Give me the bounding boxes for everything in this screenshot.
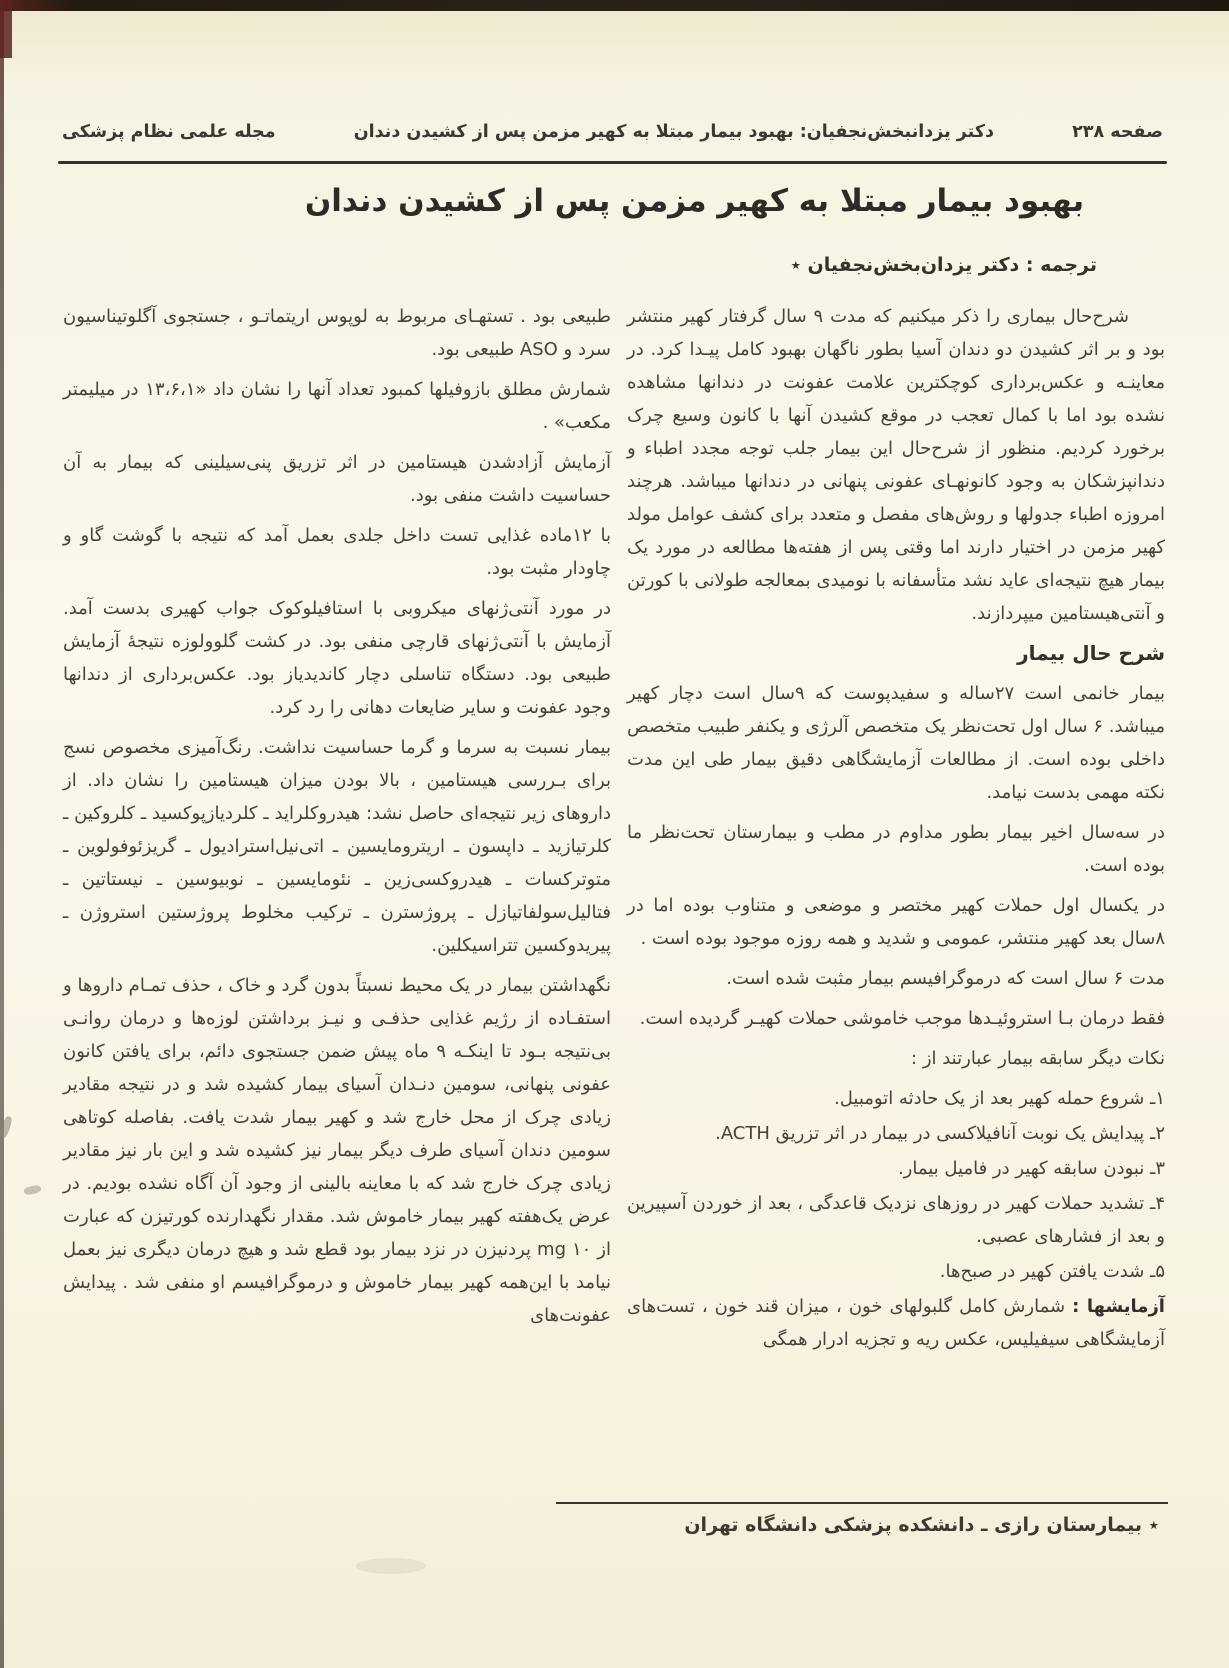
text-columns bbox=[63, 300, 1165, 1363]
scan-artifact bbox=[356, 1558, 426, 1574]
paragraph: در سه‌سال اخیر بیمار بطور مداوم در مطب و بیمارستان تحت‌نظر ما بوده است. bbox=[627, 822, 1165, 876]
paragraph: بیمار خانمی است ۲۷ساله و سفیدپوست که ۹سال است دچار کهیر میباشد. ۶ سال اول تحت‌نظر یک متخصص آلرژی و یکنفر طبیب متخصص داخلی بوده است. از مطالعات آزمایشگاهی دقیق بیمار طی این مدت نکته مهمی بدست نیامد. bbox=[627, 683, 1166, 803]
footnote-rule bbox=[556, 1502, 1168, 1504]
article-title: بهبود بیمار مبتلا به کهیر مزمن پس از کشیدن دندان bbox=[304, 183, 1085, 219]
scan-edge-top bbox=[0, 0, 1229, 11]
list-item: ۱ـ شروع حمله کهیر بعد از یک حادثه اتومبیل. bbox=[834, 1088, 1165, 1109]
list-item: ۵ـ شدت یافتن کهیر در صبح‌ها. bbox=[939, 1261, 1165, 1282]
tests-text: شمارش کامل گلبولهای خون ، میزان قند خون ، تست‌های آزمایشگاهی سیفیلیس، عکس ریه و تجزیه ادرار همگی bbox=[627, 1296, 1165, 1350]
scan-corner-mark bbox=[0, 0, 12, 58]
header-rule bbox=[58, 161, 1167, 164]
paragraph: طبیعی بود . تستهـای مربوط به لوپوس اریتماتـو ، جستجوی آگلوتیناسیون سرد و ASO طبیعی بود. bbox=[63, 306, 611, 360]
list-item: ۳ـ نبودن سابقه کهیر در فامیل بیمار. bbox=[897, 1158, 1165, 1179]
paragraph: مدت ۶ سال است که درموگرافیسم بیمار مثبت شده است. bbox=[726, 968, 1165, 989]
footnote: ٭ بیمارستان رازی ـ دانشکده پزشکی دانشگاه تهران bbox=[684, 1514, 1159, 1536]
paragraph: نکات دیگر سابقه بیمار عبارتند از : bbox=[911, 1048, 1165, 1069]
page-number: صفحه ۲۳۸ bbox=[1072, 122, 1163, 142]
paragraph: بیمار نسبت به سرما و گرما حساسیت نداشت. رنگ‌آمیزی مخصوص نسج برای بـررسی هیستامین ، بالا بودن میزان هیستامین را نشان داد. از داروهای زیر نتیجه‌ای حاصل نشد: هیدروکلراید ـ کلردیازپوکسید ـ کلروکین ـ کلرتیازید ـ داپسون ـ اریترومایسین ـ اتی‌نیل‌استرادیول ـ گریزئوفولوین ـ متوترکسات ـ هیدروکسی‌زین ـ نئومایسین ـ نوبیوسین ـ نیستاتین ـ فتالیل‌سولفاتیازل ـ پروژسترن ـ ترکیب مخلوط پروژستین استروژن ـ پیریدوکسین تتراسیکلین. bbox=[63, 737, 611, 956]
paragraph: نگهداشتن بیمار در یک محیط نسبتاً بدون گرد و خاک ، حذف تمـام داروها و استفـاده از رژیم غذایی حذفـی و نیـز برداشتن لوزه‌ها و درمان روانـی بی‌نتیجه بـود تا اینکـه ۹ ماه پیش ضمن جستجوی دائم، برای یافتن کانون عفونی پنهانی، سومین دنـدان آسیای بیمار کشیده شد و در نتیجه مقادیر زیادی چرک از محل خارج شد و کهیر بیمار شدت یافت. بفاصله کوتاهی سومین دندان آسیای طرف دیگر بیمار نیز کشیده شد و این بار نیز مقادیر زیادی چرک خارج شد که با معاینه بالینی از وجود آن آگاه نشده بودیم. در عرض یک‌هفته کهیر بیمار خاموش شد. مقدار نگهدارنده کورتیزن که عبارت از ۱۰ mg پردنیزن در نزد بیمار بود قطع شد و هیچ درمان دیگری نیز بعمل نیامد با این‌همه کهیر بیمار خاموش و درموگرافیسم او منفی شد . پیدایش عفونت‌های bbox=[63, 975, 611, 1326]
column-left bbox=[63, 300, 611, 1339]
paragraph: شمارش مطلق بازوفیلها کمبود تعداد آنها را نشان داد «۱۳،۶،۱ در میلیمتر مکعب» . bbox=[63, 379, 611, 433]
tests-lead: آزمایشها : bbox=[1072, 1296, 1165, 1317]
page-header bbox=[62, 122, 1163, 142]
paragraph: شرح‌حال بیماری را ذکر میکنیم که مدت ۹ سال گرفتار کهیر منتشر بود و بر اثر کشیدن دو دندان آسیا بطور ناگهان بهبود کامل پیـدا کرد. در معاینـه و عکس‌برداری کوچکترین علامت عفونت در دندانها مشاهده نشده بود اما با کمال تعجب در موقع کشیدن آنها با کانون وسیع چرک برخورد کردیم. منظور از شرح‌حال این بیمار جلب توجه مجدد اطباء و دندانپزشکان به وجود کانونهـای عفونی پنهانی در دندانها میباشد. هرچند امروزه اطباء جدولها و روش‌های مفصل و متعدد برای کشف عوامل مولد کهیر مزمن در اختیار دارند اما وقتی پس از هفته‌ها مطالعه در مورد یک بیمار هیچ نتیجه‌ای عاید نشد متأسفانه با نومیدی بمعالجه طولانی با کورتن و آنتی‌هیستامین میپردازند. bbox=[627, 306, 1165, 624]
scan-artifact bbox=[23, 1184, 41, 1195]
journal-name: مجله علمی نظام پزشکی bbox=[62, 122, 276, 142]
article-byline: ترجمه : دکتر یزدان‌بخش‌نجفیان ٭ bbox=[790, 254, 1097, 276]
list-item: ۲ـ پیدایش یک نوبت آنافیلاکسی در بیمار در اثر تزریق ACTH. bbox=[715, 1123, 1165, 1144]
paragraph: آزمایش آزادشدن هیستامین در اثر تزریق پنی‌سیلینی که بیمار به آن حساسیت داشت منفی بود. bbox=[63, 452, 611, 506]
list-item: ۴ـ تشدید حملات کهیر در روزهای نزدیک قاعدگی ، بعد از خوردن آسپیرین و بعد از فشارهای عصبی. bbox=[627, 1193, 1165, 1247]
paragraph bbox=[627, 1290, 1165, 1356]
scan-edge-left bbox=[0, 0, 4, 1668]
column-right bbox=[627, 300, 1165, 1363]
paragraph: با ۱۲ماده غذایی تست داخل جلدی بعمل آمد که نتیجه با گوشت گاو و چاودار مثبت بود. bbox=[63, 525, 611, 579]
paragraph: فقط درمان بـا استروئیـدها موجب خاموشی حملات کهیـر گردیده است. bbox=[639, 1008, 1165, 1029]
running-title: دکتر یزدانبخش‌نجفیان: بهبود بیمار مبتلا به کهیر مزمن پس از کشیدن دندان bbox=[353, 122, 994, 142]
paragraph: در یکسال اول حملات کهیر مختصر و موضعی و متناوب بوده اما در ۸سال بعد کهیر منتشر، عمومی و شدید و همه روزه موجود بوده است . bbox=[627, 895, 1165, 949]
paragraph: در مورد آنتی‌ژنهای میکروبی با استافیلوکوک جواب کهیری بدست آمد. آزمایش با آنتی‌ژنهای قارچی منفی بود. در کشت گلوولوزه نتیجهٔ آزمایش طبیعی بود. دستگاه تناسلی دچار کاندیدیاز بود. عکس‌برداری از دندانها وجود عفونت و سایر ضایعات دهانی را رد کرد. bbox=[63, 598, 611, 718]
section-heading: شرح حال بیمار bbox=[1017, 641, 1165, 665]
